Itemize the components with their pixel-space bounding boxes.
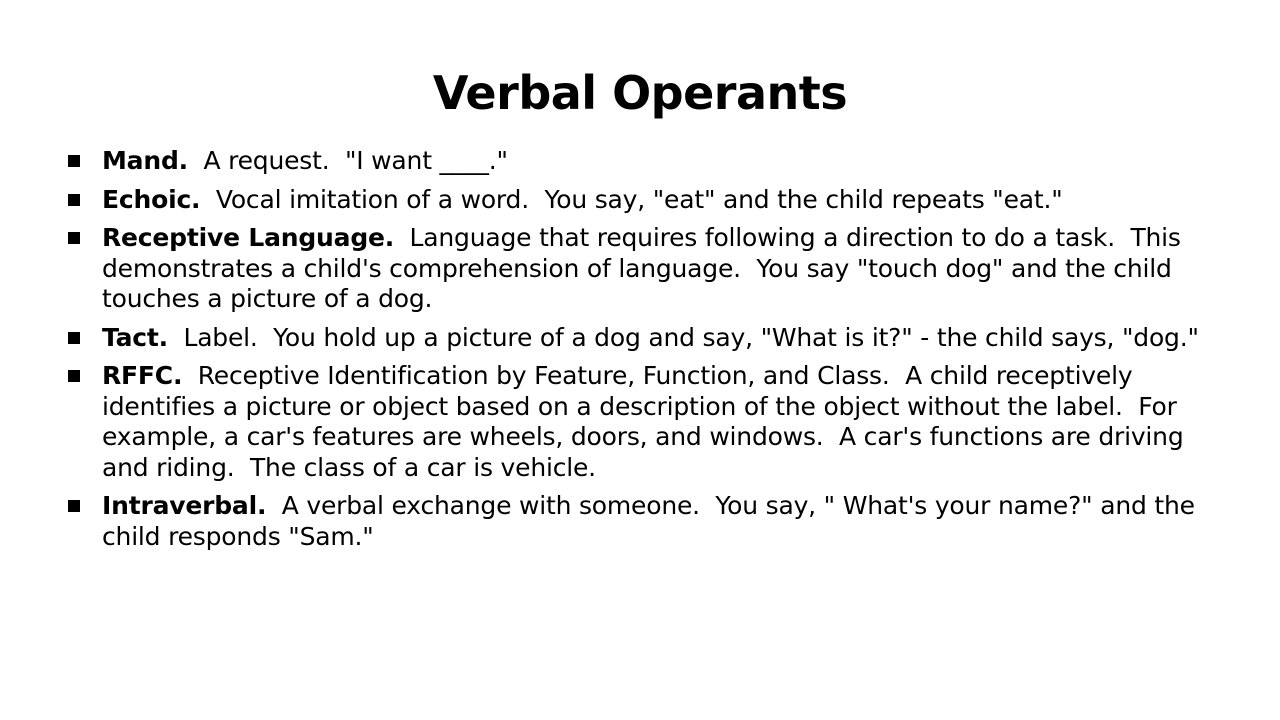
bullet-item-rffc — [64, 361, 1224, 483]
bullet-term: Mand. — [102, 146, 188, 175]
bullet-term: Echoic. — [102, 184, 201, 214]
bullet-list — [64, 146, 1224, 560]
bullet-text: Receptive Identification by Feature, Function, and Class. A child receptively identifies a picture or object based on a description of the object without the label. For example, a car's features are wheels, doors, and windows. A car's functions are driving and riding. The class of a car is vehicle. — [102, 361, 1192, 482]
bullet-term: Receptive Language. — [102, 223, 395, 252]
square-bullet-icon — [68, 232, 80, 244]
bullet-item-intraverbal — [64, 491, 1224, 552]
bullet-item-tact — [64, 323, 1224, 354]
square-bullet-icon — [68, 332, 80, 344]
bullet-text: Vocal imitation of a word. You say, "eat" and the child repeats "eat." — [200, 184, 1063, 214]
bullet-term: Intraverbal. — [102, 491, 267, 520]
square-bullet-icon — [68, 500, 80, 512]
slide-title: Verbal Operants — [432, 66, 848, 120]
square-bullet-icon — [68, 370, 80, 382]
bullet-text: Language that requires following a direction to do a task. This demonstrates a child's comprehension of language. You say "touch dog" and the child touches a picture of a dog. — [102, 223, 1189, 313]
bullet-item-echoic — [64, 185, 1224, 216]
bullet-item-receptive-language — [64, 223, 1224, 315]
bullet-text: A verbal exchange with someone. You say, " What's your name?" and the child responds "Sam." — [102, 491, 1203, 551]
bullet-term: RFFC. — [102, 361, 183, 390]
square-bullet-icon — [68, 155, 80, 167]
bullet-text: Label. You hold up a picture of a dog and say, "What is it?" - the child says, "dog." — [167, 322, 1199, 352]
bullet-item-mand — [64, 146, 1224, 177]
bullet-text: A request. "I want ____." — [187, 146, 508, 175]
bullet-term: Tact. — [102, 322, 168, 352]
square-bullet-icon — [68, 194, 80, 206]
